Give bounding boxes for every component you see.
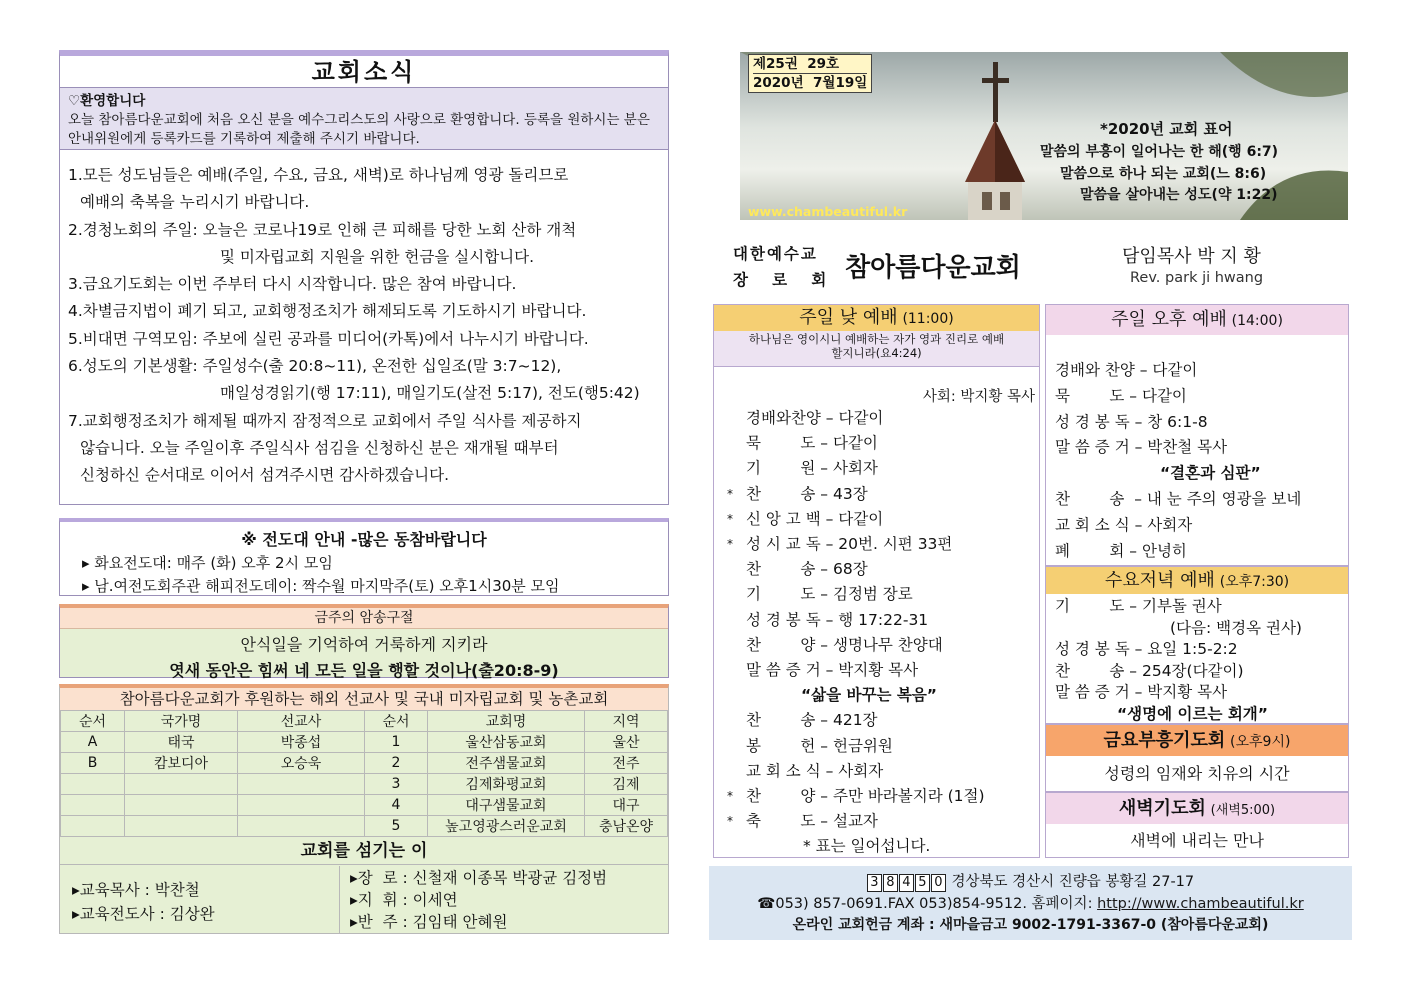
sunday-pm-item: 경배와 찬양 – 다같이 [1055,361,1198,379]
footer-contact-line [709,894,1352,916]
sunday-am-item [714,582,1039,607]
sunday-pm-item: 교 회 소 식 – 사회자 [1055,515,1193,534]
mission-cell: 김제화평교회 [428,774,585,795]
sunday-am-item [714,532,1039,557]
welcome-title: ♡환영합니다 [68,93,146,109]
servers-left [60,866,340,934]
motto-line: 말씀으로 하나 되는 교회(느 8:6) [1060,166,1267,182]
sunday-am-time: (11:00) [902,311,954,327]
news-item-line: 1.모든 성도님들은 예배(주일, 수요, 금요, 새벽)로 하나님께 영광 돌리므로 [68,166,569,184]
sunday-pm-item: 찬 송 – 내 눈 주의 영광을 보네 [1055,489,1302,508]
sunday-pm-time: (14:00) [1231,313,1283,329]
wednesday-item: 말 씀 증 거 – 박지황 목사 [1055,683,1228,702]
wednesday-order [1046,594,1348,726]
pastor-name-en: Rev. park ji hwang [1130,270,1264,286]
welcome-text: 오늘 참아름다운교회에 처음 오신 분을 예수그리스도의 사랑으로 환영합니다. 등록을 원하시는 분은 안내위원에게 등록카드를 기록하여 제출해 주시기 바랍니다. [68,112,650,147]
friday-section [1045,724,1349,792]
sunday-am-item-text: 찬 양 – 주만 바라볼지라 (1절) [746,787,985,806]
cover-url: www.chambeautiful.kr [748,204,908,219]
sunday-pm-item: 말 씀 증 거 – 박찬철 목사 [1055,438,1228,457]
news-item-line: 6.성도의 기본생활: 주일성수(출 20:8~11), 온전한 십일조(말 3:7~12), [68,357,562,376]
sunday-pm-order [1046,335,1348,564]
friday-time: (오후9시) [1230,734,1291,750]
sunday-am-item [714,456,1039,481]
mission-cell: 대구샘물교회 [428,795,585,816]
mission-column-header: 순서 [61,711,125,732]
sunday-am-item [714,784,1039,809]
news-item-line: 3.금요기도회는 이번 주부터 다시 시작합니다. 많은 참여 바랍니다. [68,275,517,294]
wednesday-time: (오후7:30) [1219,574,1290,590]
sunday-am-item-text: 신 앙 고 백 – 다같이 [746,509,884,528]
evangelism-line: ▸ 남.여전도회주관 해피전도데이: 짝수월 마지막주(토) 오후1시30분 모임 [82,577,560,595]
wednesday-item: “생명에 이르는 회개” [1117,704,1268,723]
denomination-line: 장 로 회 [733,271,829,289]
sunday-am-item [714,759,1039,784]
mission-cell: 대구 [585,795,668,816]
dawn-header [1046,793,1348,824]
dawn-time: (새벽5:00) [1210,803,1276,818]
sunday-am-header [714,305,1039,331]
memory-line: 엿새 동안은 힘써 네 모든 일을 행할 것이나(출20:8-9) [169,661,559,680]
server-line: ▸교육목사 : 박찬철 [72,881,200,899]
sunday-am-item-text: 찬 송 – 421장 [746,711,878,730]
mission-cell [125,816,238,837]
sunday-pm-item: 묵 도 – 다같이 [1055,386,1187,405]
stand-marker [714,456,746,481]
footer-phone: ☎053) 857-0691.FAX 053)854-9512. 홈페이지: [757,895,1098,912]
mission-cell: 박종섭 [238,732,365,753]
cover-image [740,52,1348,220]
mission-cell: 4 [365,795,428,816]
postcode-digit: 8 [883,874,898,892]
wednesday-title: 수요저녁 예배 [1104,570,1215,591]
issue-date: 2020년 7월19일 [753,75,868,91]
mission-cell: 오승욱 [238,753,365,774]
friday-subtitle: 성령의 임재와 치유의 시간 [1104,764,1290,783]
sunday-am-item-text: 찬 송 – 68장 [746,560,868,579]
news-item-line: 매일성경읽기(행 17:11), 매일기도(살전 5:17), 전도(행5:42) [220,384,640,403]
motto-title: *2020년 교회 표어 [1100,120,1233,138]
stand-marker [714,557,746,582]
memory-section [59,604,669,678]
sunday-am-item-text: * 표는 일어섭니다. [803,837,931,856]
news-item-line: 7.교회행정조치가 해제될 때까지 잠정적으로 교회에서 주일 식사를 제공하지 [68,411,582,430]
news-item-line: 예배의 축복을 누리시기 바랍니다. [80,193,310,212]
sunday-am-item-text: 묵 도 – 다같이 [746,434,878,453]
sunday-pm-section [1045,304,1349,566]
sunday-am-item [714,809,1039,834]
postcode-digit: 4 [899,874,914,892]
dawn-subtitle: 새벽에 내리는 만나 [1130,831,1264,850]
mission-row [61,795,668,816]
stand-marker [714,582,746,607]
church-name: 참아름다운교회 [845,253,1021,283]
sunday-am-verse: 하나님은 영이시니 예배하는 자가 영과 진리로 예배할지니라(요4:24) [714,331,1039,367]
denomination [733,241,828,293]
stand-marker: * [727,511,733,526]
stand-marker [714,406,746,431]
news-items [60,150,668,490]
mission-column-header: 지역 [585,711,668,732]
mission-cell: 전주 [585,753,668,774]
sunday-am-item-text: 교 회 소 식 – 사회자 [746,761,884,780]
sunday-am-leader: 사회: 박지황 목사 [922,389,1035,405]
sunday-am-item [714,708,1039,733]
postcode-digit: 5 [915,874,930,892]
sunday-am-item [714,734,1039,759]
news-item-line: 2.경청노회의 주일: 오늘은 코로나19로 인해 큰 피해를 당한 노회 산하 개척 [68,220,577,239]
server-line: ▸반 주 : 김임태 안혜원 [350,913,508,931]
sunday-pm-header [1046,305,1348,335]
stand-marker [714,683,746,708]
sunday-am-item [714,406,1039,431]
motto-line: 말씀을 살아내는 성도(약 1:22) [1080,187,1278,203]
sunday-am-item-text: 기 도 – 김정범 장로 [746,585,913,604]
mission-column-header: 선교사 [238,711,365,732]
stand-marker [714,708,746,733]
sunday-am-item-text: 성 시 교 독 – 20번. 시편 33편 [746,535,953,554]
mission-cell [61,816,125,837]
news-item-line: 않습니다. 오늘 주일이후 주일식사 섬김을 신청하신 분은 재개될 때부터 [80,438,559,457]
sunday-am-item [714,633,1039,658]
mission-title: 참아름다운교회가 후원하는 해외 선교사 및 국내 미자립교회 및 농촌교회 [60,688,668,710]
wednesday-section [1045,566,1349,724]
sunday-am-item-text: 찬 송 – 43장 [746,484,868,503]
sunday-am-item-text: “삶을 바꾸는 복음” [801,686,937,705]
sunday-am-title: 주일 낮 예배 [799,307,898,328]
server-line: ▸장 로 : 신철재 이종목 박광균 김정범 [350,869,608,887]
mission-cell: 1 [365,732,428,753]
motto-line: 말씀의 부흥이 일어나는 한 해(행 6:7) [1040,144,1279,160]
sunday-am-item-text: 말 씀 증 거 – 박지황 목사 [746,661,919,680]
sunday-am-item-text: 축 도 – 설교자 [746,812,878,831]
mission-cell: 높고영광스러운교회 [428,816,585,837]
evangelism-section [59,518,669,596]
dawn-title: 새벽기도회 [1118,798,1206,819]
mission-cell [125,774,238,795]
evangelism-line: ▸ 화요전도대: 매주 (화) 오후 2시 모임 [82,554,333,572]
mission-row [61,816,668,837]
stand-marker: * [727,537,733,552]
stand-marker: * [727,814,733,829]
wednesday-item: 성 경 봉 독 – 요일 1:5-2:2 [1055,640,1238,659]
news-title: 교회소식 [60,56,668,88]
wednesday-item: 기 도 – 기부돌 권사 [1055,597,1222,615]
mission-cell: 3 [365,774,428,795]
sunday-am-item-text: 봉 헌 – 헌금위원 [746,736,893,755]
sunday-am-item [714,431,1039,456]
mission-cell [61,774,125,795]
mission-row [61,753,668,774]
sunday-am-item [714,557,1039,582]
issue-volume: 제25권 29호 [753,55,867,74]
friday-title: 금요부흥기도회 [1103,730,1226,751]
mission-cell: 5 [365,816,428,837]
sunday-pm-item: 성 경 봉 독 – 창 6:1-8 [1055,412,1208,431]
stand-marker [714,734,746,759]
friday-header [1046,725,1348,756]
stand-marker: * [727,486,733,501]
mission-cell: 울산 [585,732,668,753]
wednesday-header [1046,567,1348,594]
mission-cell: 김제 [585,774,668,795]
mission-cell [61,795,125,816]
news-item-line: 5.비대면 구역모임: 주보에 실린 공과를 미디어(카톡)에서 나누시기 바랍니다. [68,329,589,348]
denomination-line: 대한예수교 [733,245,818,263]
stand-marker [714,608,746,633]
footer-account: 온라인 교회헌금 계좌 : 새마을금고 9002-1791-3367-0 (참아름다운교회) [792,917,1269,933]
memory-line: 안식일을 기억하여 거룩하게 지키라 [240,635,488,654]
footer [709,866,1352,940]
sunday-am-item-text: 기 원 – 사회자 [746,459,878,478]
mission-table [60,710,668,837]
mission-column-header: 국가명 [125,711,238,732]
stand-marker [714,759,746,784]
mission-cell: A [61,732,125,753]
server-line: ▸지 휘 : 이세연 [350,891,458,909]
postcode-digit: 3 [867,874,882,892]
mission-cell [238,795,365,816]
footer-address: 경상북도 경산시 진량읍 봉황길 27-17 [951,874,1195,890]
sunday-am-item [714,482,1039,507]
sunday-am-item [714,608,1039,633]
sunday-pm-title: 주일 오후 예배 [1111,309,1227,330]
stand-marker: * [727,789,733,804]
mission-cell [238,774,365,795]
welcome-box [60,88,668,150]
stand-marker [714,633,746,658]
mission-cell: 2 [365,753,428,774]
stand-marker [714,431,746,456]
mission-row [61,774,668,795]
wednesday-item: (다음: 백경옥 권사) [1170,618,1302,637]
dawn-section [1045,792,1349,858]
mission-cell: 전주샘물교회 [428,753,585,774]
sunday-am-item-text: 찬 양 – 생명나무 찬양대 [746,635,943,654]
sunday-am-item-text: 성 경 봉 독 – 행 17:22-31 [746,610,929,629]
mission-cell: 태국 [125,732,238,753]
servers-right [350,866,607,933]
wednesday-item: 찬 송 – 254장(다같이) [1055,661,1244,680]
sunday-am-item [714,683,1039,708]
sunday-pm-item: “결혼과 심판” [1160,464,1261,483]
news-item-line: 4.차별금지법이 폐기 되고, 교회행정조치가 해제되도록 기도하시기 바랍니다. [68,302,587,321]
server-line: ▸교육전도사 : 김상완 [72,905,215,923]
sunday-pm-item: 폐 회 – 안녕히 [1055,541,1187,560]
evangelism-title: ※ 전도대 안내 -많은 동참바랍니다 [241,530,487,549]
mission-cell: 캄보디아 [125,753,238,774]
mission-cell [125,795,238,816]
stand-marker [714,834,746,859]
mission-column-header: 순서 [365,711,428,732]
mission-column-header: 교회명 [428,711,585,732]
news-section [59,50,669,505]
mission-cell: 충남온양 [585,816,668,837]
mission-cell: B [61,753,125,774]
servers-section [59,836,669,934]
homepage-link[interactable]: http://www.chambeautiful.kr [1097,895,1304,912]
memory-title: 금주의 암송구절 [60,608,668,629]
sunday-am-order [714,406,1039,860]
stand-marker [714,658,746,683]
postcode-boxes [867,874,947,890]
mission-section [59,684,669,838]
sunday-am-item [714,658,1039,683]
sunday-am-item-text: 경배와찬양 – 다같이 [746,409,884,427]
sunday-am-item [714,507,1039,532]
mission-cell [238,816,365,837]
servers-title: 교회를 섬기는 이 [60,837,668,865]
news-item-line: 및 미자립교회 지원을 위한 헌금을 실시합니다. [220,247,535,266]
mission-cell: 울산삼동교회 [428,732,585,753]
news-item-line: 신청하신 순서대로 이어서 섬겨주시면 감사하겠습니다. [80,466,450,485]
issue-badge [748,54,872,93]
mission-row [61,732,668,753]
sunday-am-section [713,304,1040,858]
pastor-name: 담임목사 박 지 황 [1122,246,1261,267]
postcode-digit: 0 [931,874,946,892]
footer-address-line [709,872,1352,894]
sunday-am-item [714,834,1039,859]
